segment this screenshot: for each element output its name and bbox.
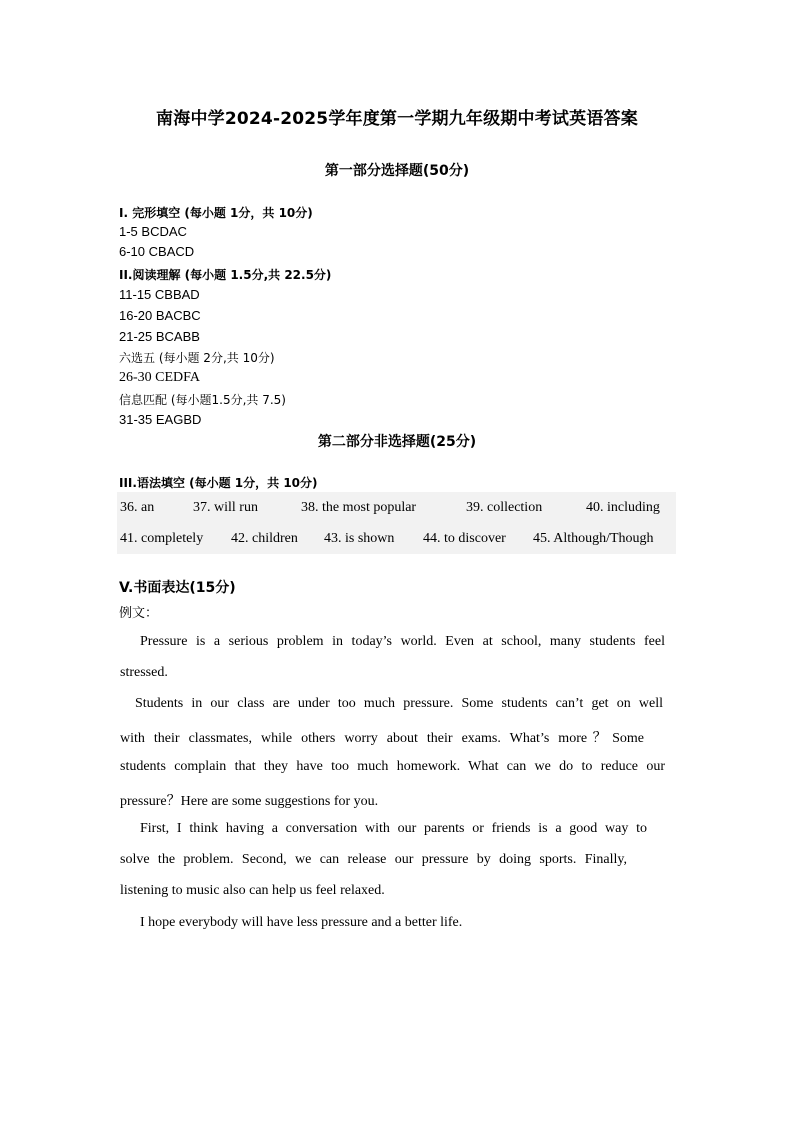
essay-line: with their classmates, while others worry about their exams. What’s more？Some: [120, 731, 644, 746]
grammar-answer-table: [117, 492, 676, 554]
essay-line: listening to music also can help us feel relaxed.: [120, 883, 385, 898]
grammar-answer: 42. children: [231, 531, 298, 546]
grammar-answer: 36. an: [120, 500, 155, 515]
grammar-answer: 41. completely: [120, 531, 204, 546]
part2-heading: 第二部分非选择题(25分): [317, 434, 477, 450]
grammar-answer: 39. collection: [466, 500, 543, 515]
essay-line: First, I think having a conversation with our parents or friends is a good way to: [140, 821, 647, 836]
grammar-answer: 40. including: [586, 500, 660, 515]
section-cloze-heading: I. 完形填空 (每小题 1分，共 10分): [119, 206, 313, 220]
grammar-answer: 38. the most popular: [301, 500, 417, 515]
answer-line: 31-35 EAGBD: [119, 412, 202, 427]
answer-line: 6-10 CBACD: [119, 244, 195, 259]
grammar-answer: 37. will run: [193, 500, 258, 515]
example-label: 例文：: [119, 606, 159, 621]
essay-line: I hope everybody will have less pressure and a better life.: [140, 915, 463, 930]
answer-line: 16-20 BACBC: [119, 308, 201, 323]
answer-line: 21-25 BCABB: [119, 329, 200, 344]
essay-line: Pressure is a serious problem in today’s world. Even at school, many students feel: [140, 634, 665, 649]
essay-line: stressed.: [120, 665, 168, 680]
essay-line: Students in our class are under too much pressure. Some students can’t get on well: [135, 696, 663, 711]
grammar-answer: 44. to discover: [423, 531, 506, 546]
essay-line: pressure？Here are some suggestions for you.: [120, 794, 379, 809]
section-writing-heading: V.书面表达(15分): [119, 580, 236, 596]
section-info-match-heading: 信息匹配 (每小题1.5分,共 7.5): [119, 393, 286, 407]
grammar-answer: 45. Although/Though: [533, 531, 654, 546]
answer-line: 11-15 CBBAD: [119, 287, 200, 302]
essay-line: solve the problem. Second, we can release our pressure by doing sports. Finally,: [120, 852, 627, 867]
answer-line: 26-30 CEDFA: [119, 370, 201, 385]
page-title: 南海中学2024-2025学年度第一学期九年级期中考试英语答案: [156, 109, 638, 129]
section-grammar-heading: III.语法填空 (每小题 1分，共 10分): [119, 476, 318, 490]
essay-line: students complain that they have too much homework. What can we do to reduce our: [120, 759, 665, 774]
section-six-choose-five-heading: 六选五 (每小题 2分,共 10分): [119, 351, 275, 365]
part1-heading: 第一部分选择题(50分): [324, 163, 470, 179]
answer-line: 1-5 BCDAC: [119, 224, 187, 239]
section-reading-heading: II.阅读理解 (每小题 1.5分,共 22.5分): [119, 268, 332, 282]
grammar-answer: 43. is shown: [324, 531, 395, 546]
